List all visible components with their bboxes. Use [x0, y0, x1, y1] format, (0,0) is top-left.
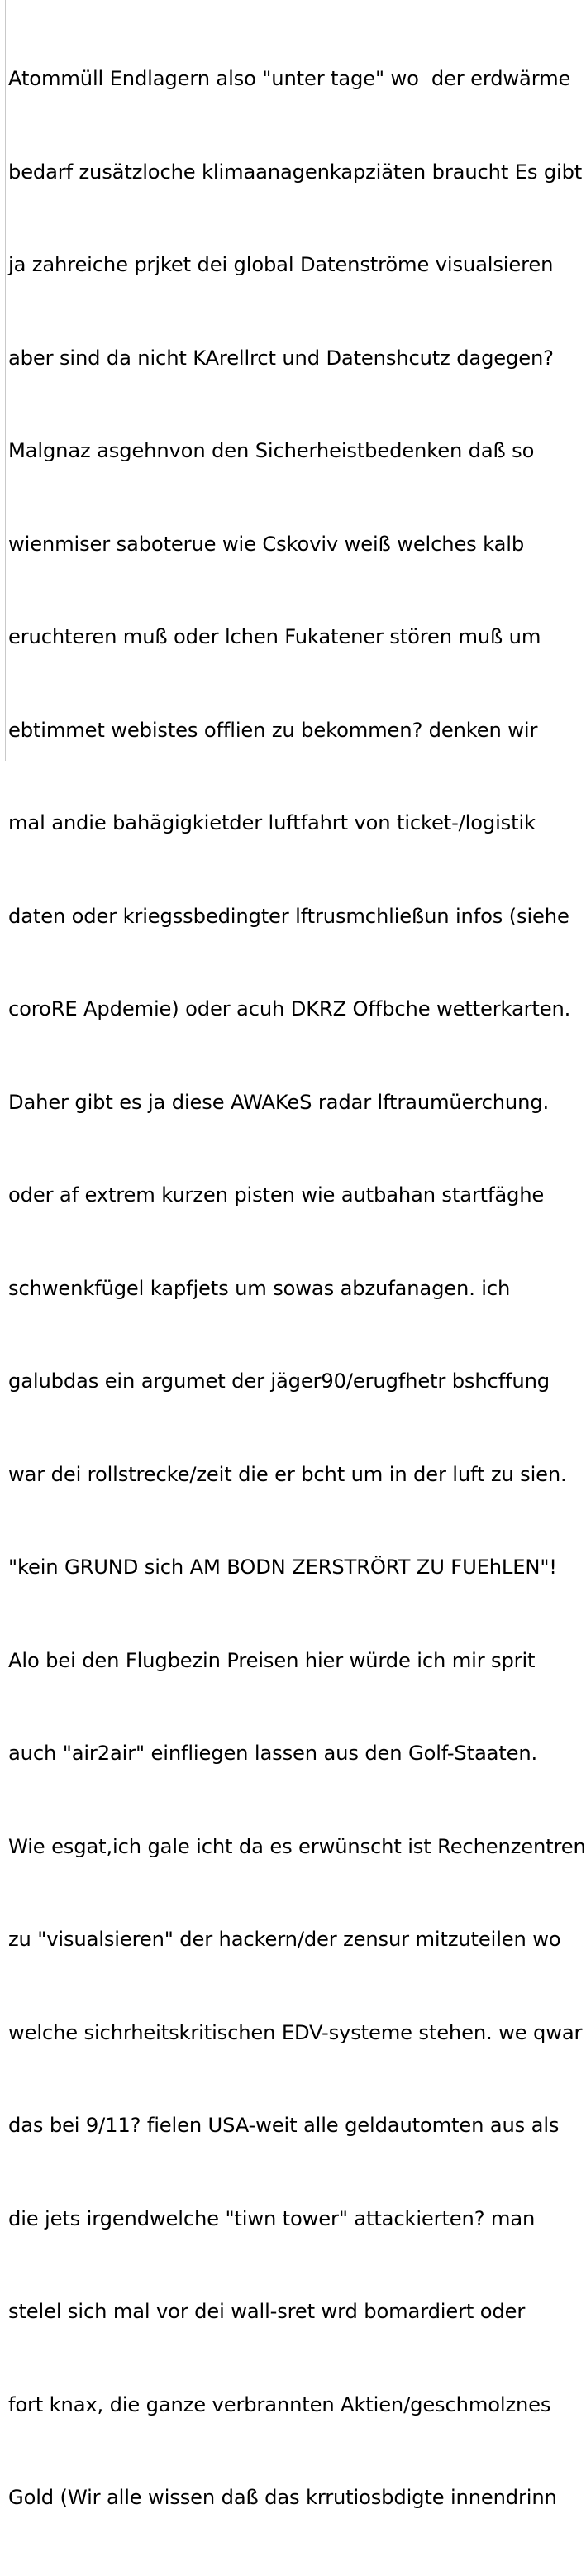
text-line: das bei 9/11? fielen USA-weit alle geldautomten aus als — [8, 2114, 560, 2137]
text-line: coroRE Apdemie) oder acuh DKRZ Offbche wetterkarten. — [8, 997, 571, 1020]
text-line: "kein GRUND sich AM BODN ZERSTRÖRT ZU FUEhLEN"! — [8, 1556, 557, 1579]
text-line: eruchteren muß oder lchen Fukatener stören muß um — [8, 625, 541, 648]
text-line: auch "air2air" einfliegen lassen aus den Golf-Staaten. — [8, 1742, 538, 1765]
text-line: ja zahreiche prjket dei global Datenströme visualsieren — [8, 253, 554, 276]
text-line: bedarf zusätzloche klimaanagenkapziäten braucht Es gibt — [8, 160, 583, 184]
text-line: Daher gibt es ja diese AWAKeS radar lftraumüerchung. — [8, 1090, 550, 1114]
text-line: schwenkfügel kapfjets um sowas abzufanagen. ich — [8, 1276, 511, 1300]
text-line: fort knax, die ganze verbrannten Aktien/geschmolznes — [8, 2392, 551, 2416]
text-line: war dei rollstrecke/zeit die er bcht um in der luft zu sien. — [8, 1462, 567, 1486]
text-line: wienmiser saboterue wie Cskoviv weiß welches kalb — [8, 532, 525, 556]
text-line: welche sichrheitskritischen EDV-systeme stehen. we qwar — [8, 2020, 583, 2044]
text-line: Gold (Wir alle wissen daß das krrutiosbdigte innendrinn — [8, 2486, 557, 2509]
text-line: oder af extrem kurzen pisten wie autbahan startfäghe — [8, 1183, 545, 1207]
document-text-block — [8, 2, 586, 2576]
text-line: zu "visualsieren" der hackern/der zensur mitzuteilen wo — [8, 1928, 561, 1951]
text-line: Atommüll Endlagern also "unter tage" wo der erdwärme — [8, 67, 571, 90]
text-line: Alo bei den Flugbezin Preisen hier würde ich mir sprit — [8, 1648, 536, 1672]
text-line: mal andie bahägigkietder luftfahrt von ticket-/logistik — [8, 811, 536, 834]
text-line: Wie esgat,ich gale icht da es erwünscht ist Rechenzentren — [8, 1834, 586, 1858]
text-line: die jets irgendwelche "tiwn tower" attackierten? man — [8, 2206, 536, 2230]
left-margin-rule — [5, 0, 6, 761]
text-line: ebtimmet webistes offlien zu bekommen? denken wir — [8, 718, 538, 742]
text-line: aber sind da nicht KArellrct und Datenshcutz dagegen? — [8, 346, 554, 370]
text-line: stelel sich mal vor dei wall-sret wrd bomardiert oder — [8, 2300, 526, 2323]
text-line: daten oder kriegssbedingter lftrusmchließun infos (siehe — [8, 904, 569, 928]
text-line: Malgnaz asgehnvon den Sicherheistbedenken daß so — [8, 439, 535, 462]
text-line: galubdas ein argumet der jäger90/erugfhetr bshcffung — [8, 1369, 550, 1393]
